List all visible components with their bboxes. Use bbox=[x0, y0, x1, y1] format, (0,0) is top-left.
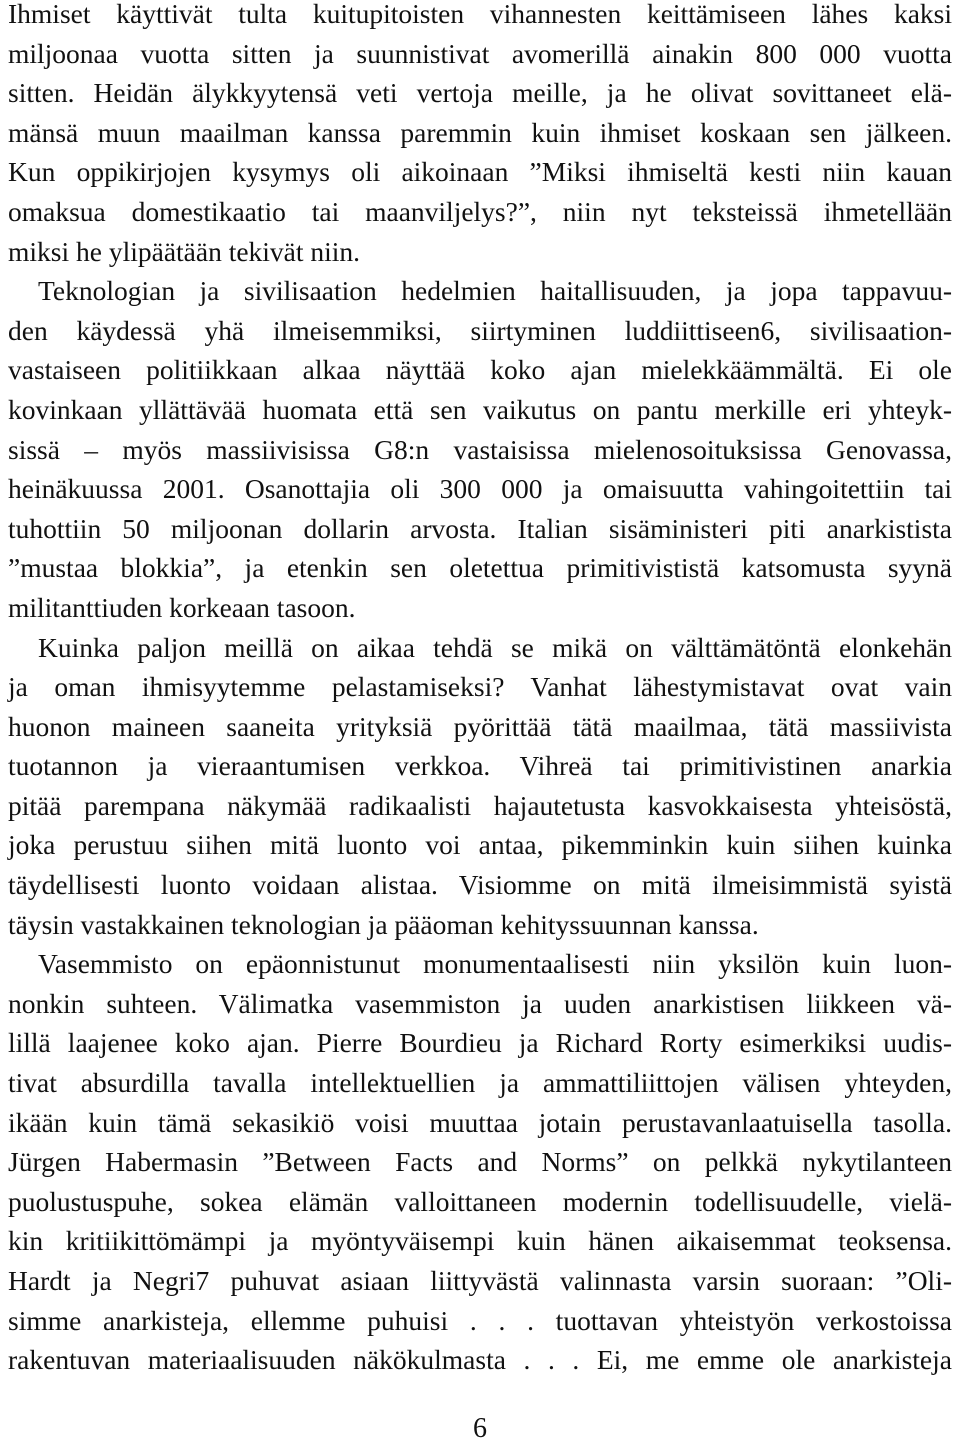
text-line: huonon maineen saaneita yrityksiä pyörittää tätä maailmaa, tätä massiivista bbox=[8, 710, 952, 742]
paragraph-1 bbox=[8, 0, 952, 271]
text-line: pitää parempana näkymää radikaalisti hajautetusta kasvokkaisesta yhteisöstä, bbox=[8, 789, 952, 821]
text-line: vastaiseen politiikkaan alkaa näyttää koko ajan mielekkäämmältä. Ei ole bbox=[8, 354, 952, 386]
text-line: Vasemmisto on epäonnistunut monumentaalisesti niin yksilön kuin luon- bbox=[38, 948, 952, 980]
text-line: tuotannon ja vieraantumisen verkkoa. Vihreä tai primitivistinen anarkia bbox=[8, 750, 952, 782]
text-line: heinäkuussa 2001. Osanottajia oli 300 000 ja omaisuutta vahingoitettiin tai bbox=[8, 473, 952, 505]
text-line: mänsä muun maailman kanssa paremmin kuin ihmiset koskaan sen jälkeen. bbox=[8, 116, 952, 148]
text-line: kin kritiikittömämpi ja myöntyväisempi kuin hänen aikaisemmat teoksensa. bbox=[8, 1225, 952, 1257]
paragraph-2 bbox=[8, 271, 952, 627]
text-line: kovinkaan yllättävää huomata että sen vaikutus on pantu merkille eri yhteyk- bbox=[8, 393, 952, 425]
text-line: Jürgen Habermasin ”Between Facts and Norms” on pelkkä nykytilanteen bbox=[8, 1146, 952, 1178]
paragraph-4 bbox=[8, 944, 952, 1380]
text-line: Kuinka paljon meillä on aikaa tehdä se mikä on välttämätöntä elonkehän bbox=[38, 631, 952, 663]
text-line: simme anarkisteja, ellemme puhuisi . . . tuottavan yhteistyön verkostoissa bbox=[8, 1304, 952, 1336]
text-line: ”mustaa blokkia”, ja etenkin sen oletettua primitivististä katsomusta syynä bbox=[8, 552, 952, 584]
text-line: Kun oppikirjojen kysymys oli aikoinaan ”Miksi ihmiseltä kesti niin kauan bbox=[8, 156, 952, 188]
page-number: 6 bbox=[473, 1413, 487, 1444]
text-line: Teknologian ja sivilisaation hedelmien haitallisuuden, ja jopa tappavuu- bbox=[38, 275, 952, 307]
text-line: joka perustuu siihen mitä luonto voi antaa, pikemminkin kuin siihen kuinka bbox=[8, 829, 952, 861]
text-line: sitten. Heidän älykkyytensä veti vertoja meille, ja he olivat sovittaneet elä- bbox=[8, 77, 952, 109]
text-line: ja oman ihmisyytemme pelastamiseksi? Vanhat lähestymistavat ovat vain bbox=[8, 671, 952, 703]
text-line: miksi he ylipäätään tekivät niin. bbox=[8, 235, 361, 267]
book-page bbox=[8, 0, 952, 1380]
text-line: Ihmiset käyttivät tulta kuitupitoisten vihannesten keittämiseen lähes kaksi bbox=[8, 0, 952, 29]
text-line: nonkin suhteen. Välimatka vasemmiston ja uuden anarkistisen liikkeen vä- bbox=[8, 987, 952, 1019]
text-line: täysin vastakkainen teknologian ja pääoman kehityssuunnan kanssa. bbox=[8, 908, 759, 940]
text-line: rakentuvan materiaalisuuden näkökulmasta . . . Ei, me emme ole anarkisteja bbox=[8, 1344, 952, 1376]
paragraph-3 bbox=[8, 628, 952, 945]
text-line: tivat absurdilla tavalla intellektuellien ja ammattiliittojen välisen yhteyden, bbox=[8, 1067, 952, 1099]
text-line: miljoonaa vuotta sitten ja suunnistivat avomerillä ainakin 800 000 vuotta bbox=[8, 37, 952, 69]
text-line: ikään kuin tämä sekasikiö voisi muuttaa jotain perustavanlaatuisella tasolla. bbox=[8, 1106, 952, 1138]
text-line: den käydessä yhä ilmeisemmiksi, siirtyminen luddiittiseen6, sivilisaation- bbox=[8, 314, 952, 346]
text-line: sissä – myös massiivisissa G8:n vastaisissa mielenosoituksissa Genovassa, bbox=[8, 433, 952, 465]
text-line: puolustuspuhe, sokea elämän valloittaneen modernin todellisuudelle, vielä- bbox=[8, 1185, 952, 1217]
text-line: täydellisesti luonto voidaan alistaa. Visiomme on mitä ilmeisimmistä syistä bbox=[8, 869, 952, 901]
text-line: militanttiuden korkeaan tasoon. bbox=[8, 591, 356, 623]
text-line: Hardt ja Negri7 puhuvat asiaan liittyvästä valinnasta varsin suoraan: ”Oli- bbox=[8, 1265, 952, 1296]
text-line: omaksua domestikaatio tai maanviljelys?”, niin nyt teksteissä ihmetellään bbox=[8, 195, 952, 227]
text-line: lillä laajenee koko ajan. Pierre Bourdieu ja Richard Rorty esimerkiksi uudis- bbox=[8, 1027, 952, 1059]
text-line: tuhottiin 50 miljoonan dollarin arvosta. Italian sisäministeri piti anarkistista bbox=[8, 512, 952, 544]
